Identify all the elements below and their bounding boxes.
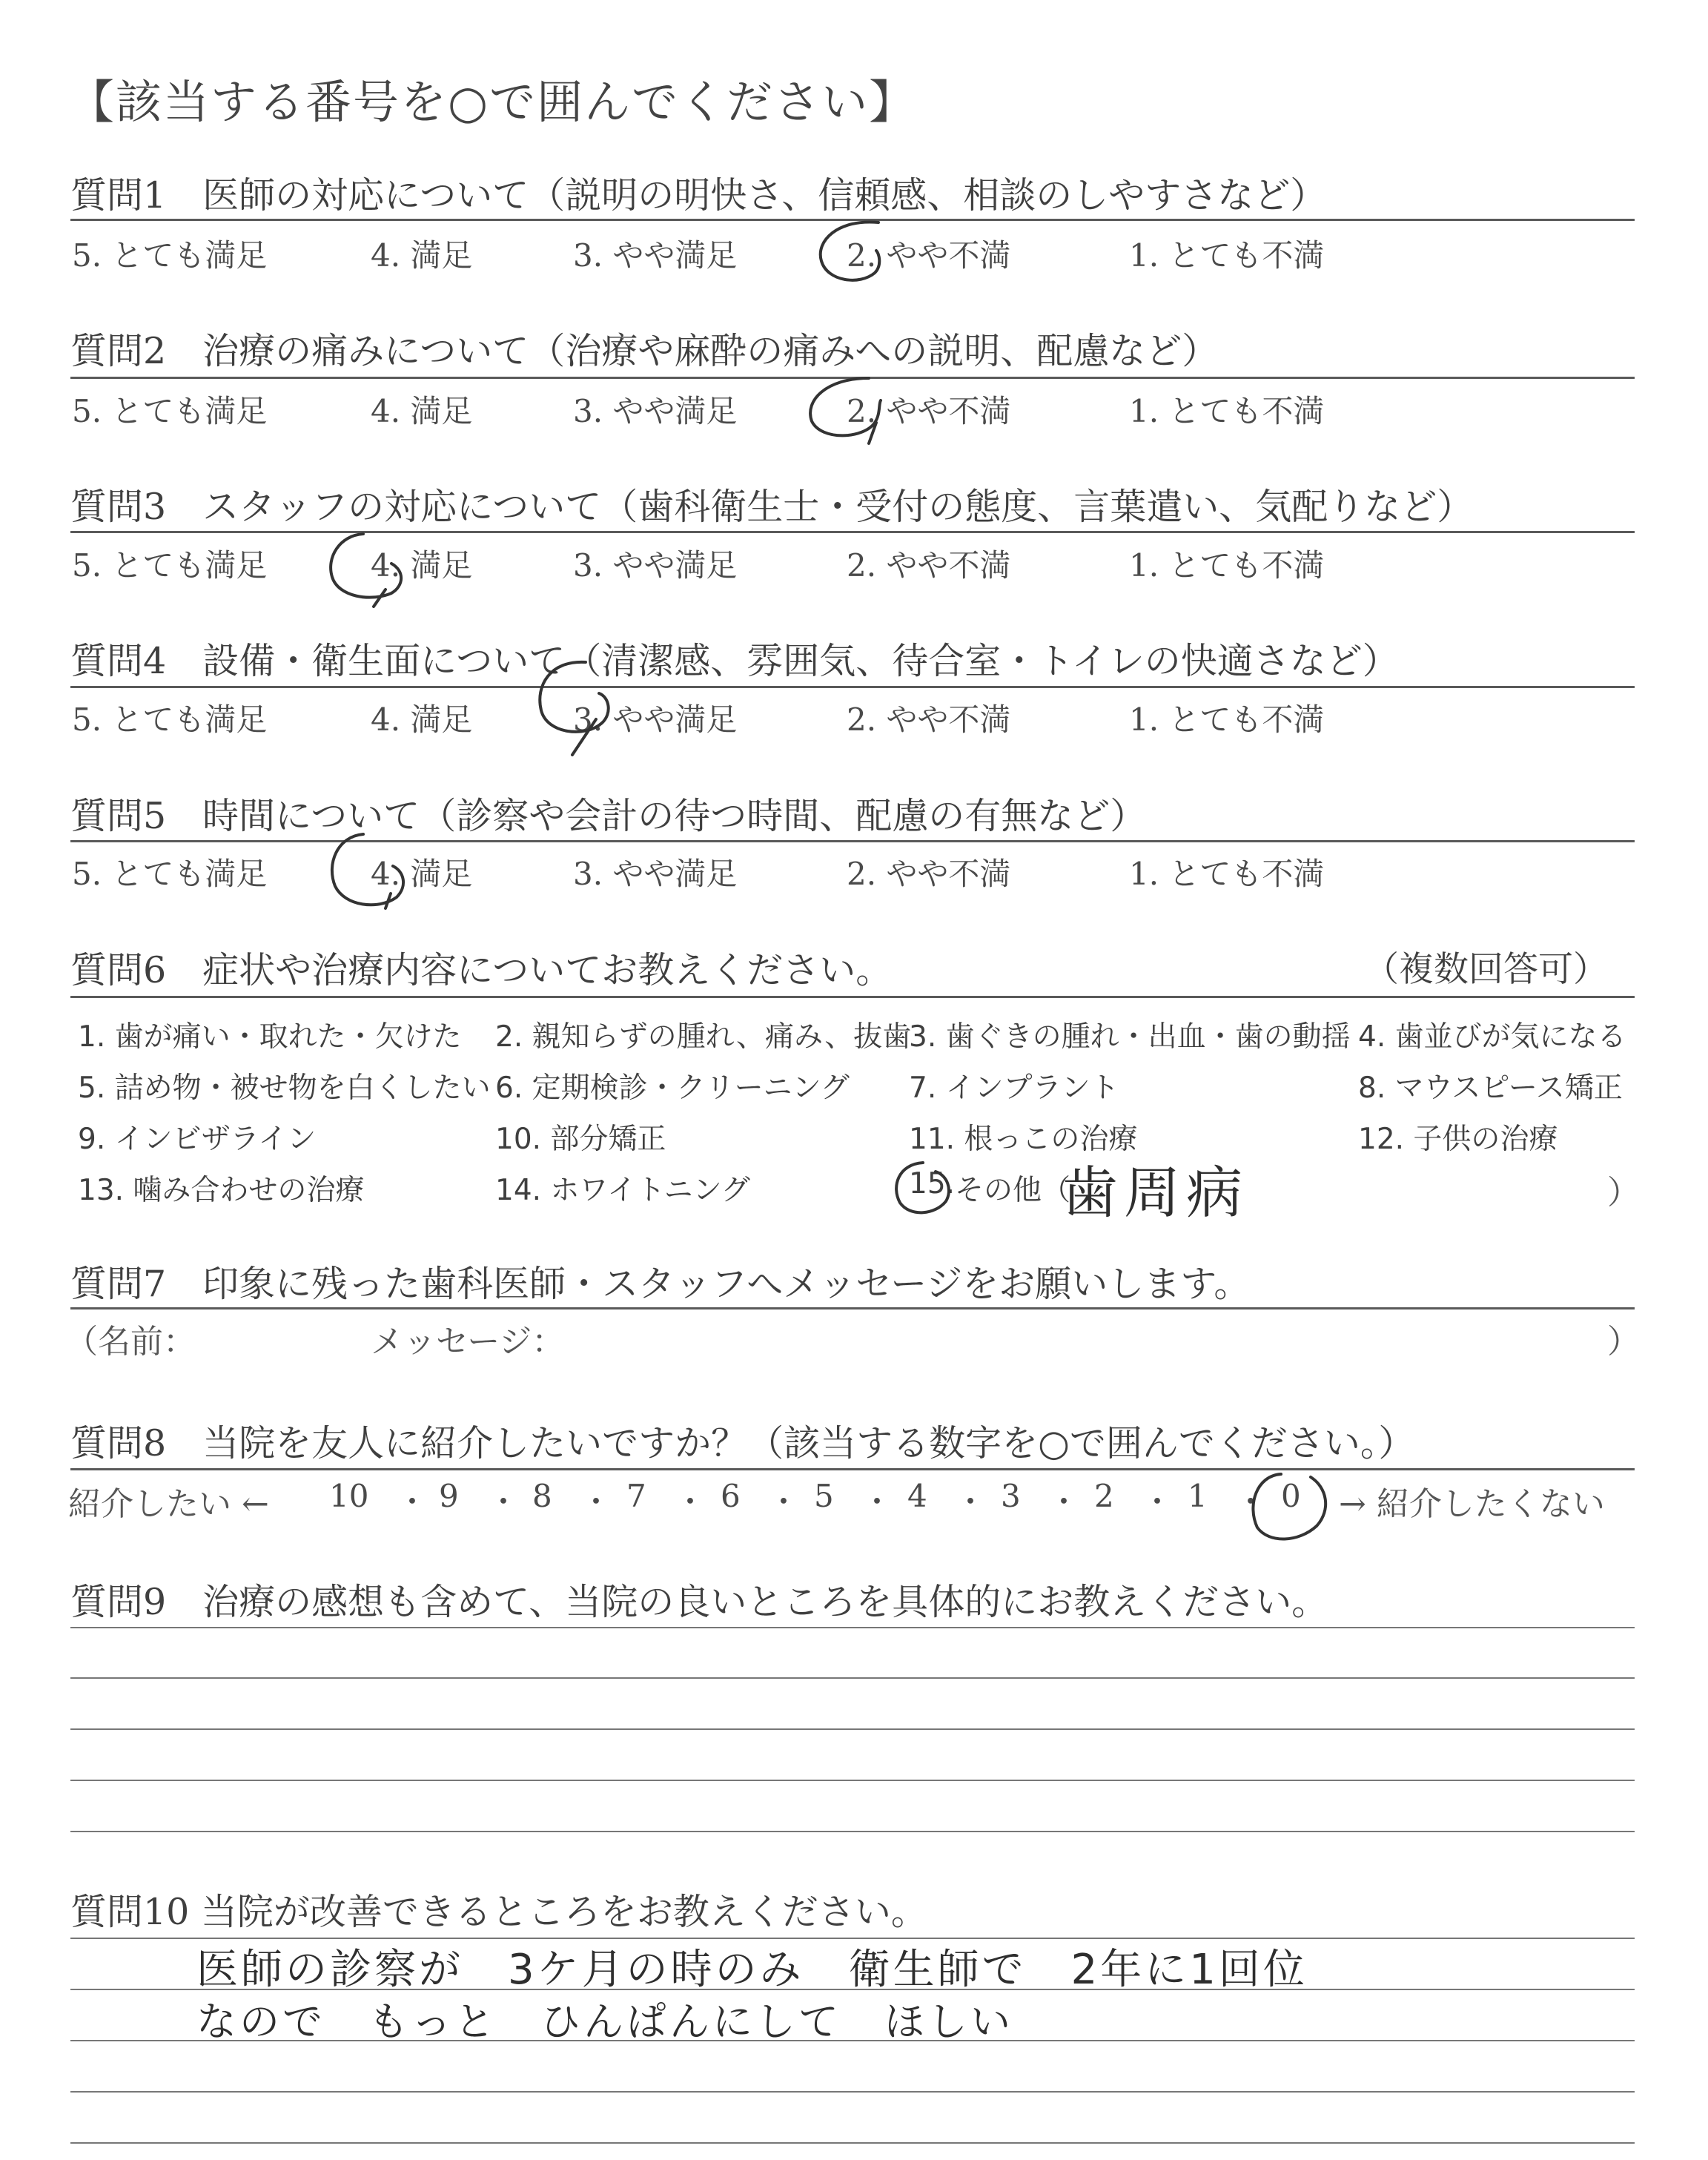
q8-dot: ・ xyxy=(488,1484,520,1520)
q6-option-9[interactable]: 9. インビザライン xyxy=(78,1123,317,1156)
multiple-answer-note: （複数回答可） xyxy=(1364,949,1608,990)
answer-line xyxy=(70,1831,1635,1832)
question-2-title: 質問2 治療の痛みについて（治療や麻酔の痛みへの説明、配慮など） xyxy=(70,330,1219,372)
divider xyxy=(70,1307,1635,1309)
divider xyxy=(70,996,1635,998)
q6-other-answer[interactable]: 歯周病 xyxy=(1062,1160,1248,1226)
q4-option-4[interactable]: 4. 満足 xyxy=(371,701,473,738)
q8-scale-4[interactable]: 4 xyxy=(907,1478,927,1514)
q8-dot: ・ xyxy=(1142,1484,1174,1520)
q7-name-label: （名前： xyxy=(65,1323,196,1361)
q8-scale-6[interactable]: 6 xyxy=(721,1478,741,1514)
divider xyxy=(70,840,1635,842)
q3-option-5[interactable]: 5. とても満足 xyxy=(72,547,268,584)
q6-option-3[interactable]: 3. 歯ぐきの腫れ・出血・歯の動揺 xyxy=(909,1020,1351,1054)
question-10-title: 質問10 当院が改善できるところをお教えください。 xyxy=(70,1891,927,1933)
q7-close: ） xyxy=(1607,1323,1640,1361)
question-1-title: 質問1 医師の対応について（説明の明快さ、信頼感、相談のしやすさなど） xyxy=(70,174,1327,217)
q2-option-1[interactable]: 1. とても不満 xyxy=(1129,393,1325,429)
q8-scale-0[interactable]: 0 xyxy=(1281,1478,1301,1514)
q8-scale-10[interactable]: 10 xyxy=(329,1478,369,1514)
q5-option-1[interactable]: 1. とても不満 xyxy=(1129,856,1325,892)
q6-option-7[interactable]: 7. インプラント xyxy=(909,1071,1119,1105)
q8-dot: ・ xyxy=(955,1484,987,1520)
question-9-title: 質問9 治療の感想も含めて、当院の良いところを具体的にお教えください。 xyxy=(70,1581,1328,1623)
question-6-title: 質問6 症状や治療内容についてお教えください。 xyxy=(70,949,893,991)
q6-option-8[interactable]: 8. マウスピース矯正 xyxy=(1358,1071,1623,1105)
q6-option-11[interactable]: 11. 根っこの治療 xyxy=(909,1123,1138,1156)
q6-option-4[interactable]: 4. 歯並びが気になる xyxy=(1358,1020,1626,1054)
q6-option-5[interactable]: 5. 詰め物・被せ物を白くしたい xyxy=(78,1071,491,1105)
q2-option-4[interactable]: 4. 満足 xyxy=(371,393,473,429)
q6-option-13[interactable]: 13. 噛み合わせの治療 xyxy=(78,1174,365,1207)
q8-dot: ・ xyxy=(1048,1484,1080,1520)
q1-option-1[interactable]: 1. とても不満 xyxy=(1129,237,1325,274)
q6-option-1[interactable]: 1. 歯が痛い・取れた・欠けた xyxy=(78,1020,462,1054)
q6-option-10[interactable]: 10. 部分矯正 xyxy=(495,1123,666,1156)
q5-option-4[interactable]: 4. 満足 xyxy=(371,856,473,892)
divider xyxy=(70,686,1635,688)
divider xyxy=(70,219,1635,221)
question-5-title: 質問5 時間について（診察や会計の待つ時間、配慮の有無など） xyxy=(70,795,1147,837)
q6-other-close: ） xyxy=(1607,1174,1640,1212)
q3-option-1[interactable]: 1. とても不満 xyxy=(1129,547,1325,584)
q8-dot: ・ xyxy=(675,1484,706,1520)
answer-line xyxy=(70,1780,1635,1781)
q4-option-3[interactable]: 3. やや満足 xyxy=(573,701,738,738)
answer-line xyxy=(70,1627,1635,1628)
q8-scale-5[interactable]: 5 xyxy=(814,1478,834,1514)
q7-message-label: メッセージ： xyxy=(371,1323,565,1361)
question-4-title: 質問4 設備・衛生面について（清潔感、雰囲気、待合室・トイレの快適さなど） xyxy=(70,640,1399,682)
q3-option-3[interactable]: 3. やや満足 xyxy=(573,547,738,584)
q6-option-12[interactable]: 12. 子供の治療 xyxy=(1358,1123,1558,1156)
q10-answer-line-2[interactable]: なので もっと ひんぱんにして ほしい xyxy=(196,1998,1013,2045)
q8-right-label: → 紹介したくない xyxy=(1339,1485,1605,1523)
q4-option-5[interactable]: 5. とても満足 xyxy=(72,701,268,738)
answer-line xyxy=(70,2091,1635,2093)
question-8-title: 質問8 当院を友人に紹介したいですか？（該当する数字を○で囲んでください。） xyxy=(70,1422,1415,1464)
q2-option-5[interactable]: 5. とても満足 xyxy=(72,393,268,429)
divider xyxy=(70,1468,1635,1470)
q1-option-5[interactable]: 5. とても満足 xyxy=(72,237,268,274)
q6-option-15-number[interactable]: 15. xyxy=(909,1167,956,1200)
q8-scale-2[interactable]: 2 xyxy=(1094,1478,1114,1514)
q5-option-2[interactable]: 2. やや不満 xyxy=(847,856,1011,892)
q2-option-3[interactable]: 3. やや満足 xyxy=(573,393,738,429)
q8-dot: ・ xyxy=(861,1484,893,1520)
q8-scale-7[interactable]: 7 xyxy=(626,1478,646,1514)
q6-option-14[interactable]: 14. ホワイトニング xyxy=(495,1174,750,1207)
q8-scale-8[interactable]: 8 xyxy=(532,1478,552,1514)
page-title: 【該当する番号を○で囲んでください】 xyxy=(68,75,917,129)
q1-option-3[interactable]: 3. やや満足 xyxy=(573,237,738,274)
divider xyxy=(70,377,1635,379)
q8-dot: ・ xyxy=(580,1484,612,1520)
q8-scale-1[interactable]: 1 xyxy=(1188,1478,1208,1514)
answer-line xyxy=(70,2142,1635,2144)
q8-scale-3[interactable]: 3 xyxy=(1001,1478,1021,1514)
q8-dot: ・ xyxy=(768,1484,800,1520)
q10-answer-line-1[interactable]: 医師の診察が 3ケ月の時のみ 衛生師で 2年に1回位 xyxy=(196,1946,1308,1994)
q4-option-1[interactable]: 1. とても不満 xyxy=(1129,701,1325,738)
q1-option-2[interactable]: 2. やや不満 xyxy=(847,237,1011,274)
q8-scale-9[interactable]: 9 xyxy=(439,1478,459,1514)
q6-option-6[interactable]: 6. 定期検診・クリーニング xyxy=(495,1071,850,1105)
question-3-title: 質問3 スタッフの対応について（歯科衛生士・受付の態度、言葉遣い、気配りなど） xyxy=(70,486,1474,528)
q6-option-15-label: その他（ xyxy=(955,1174,1071,1207)
q3-option-2[interactable]: 2. やや不満 xyxy=(847,547,1011,584)
q5-option-5[interactable]: 5. とても満足 xyxy=(72,856,268,892)
divider xyxy=(70,531,1635,533)
q8-dot: ・ xyxy=(1235,1484,1267,1520)
answer-line xyxy=(70,1677,1635,1679)
q2-option-2[interactable]: 2. やや不満 xyxy=(847,393,1011,429)
question-7-title: 質問7 印象に残った歯科医師・スタッフへメッセージをお願いします。 xyxy=(70,1263,1251,1305)
answer-line xyxy=(70,1728,1635,1730)
q8-dot: ・ xyxy=(397,1484,428,1520)
q8-left-label: 紹介したい ← xyxy=(68,1485,269,1523)
q5-option-3[interactable]: 3. やや満足 xyxy=(573,856,738,892)
q6-option-2[interactable]: 2. 親知らずの腫れ、痛み、抜歯 xyxy=(495,1020,912,1054)
q1-option-4[interactable]: 4. 満足 xyxy=(371,237,473,274)
q3-option-4[interactable]: 4. 満足 xyxy=(371,547,473,584)
q4-option-2[interactable]: 2. やや不満 xyxy=(847,701,1011,738)
